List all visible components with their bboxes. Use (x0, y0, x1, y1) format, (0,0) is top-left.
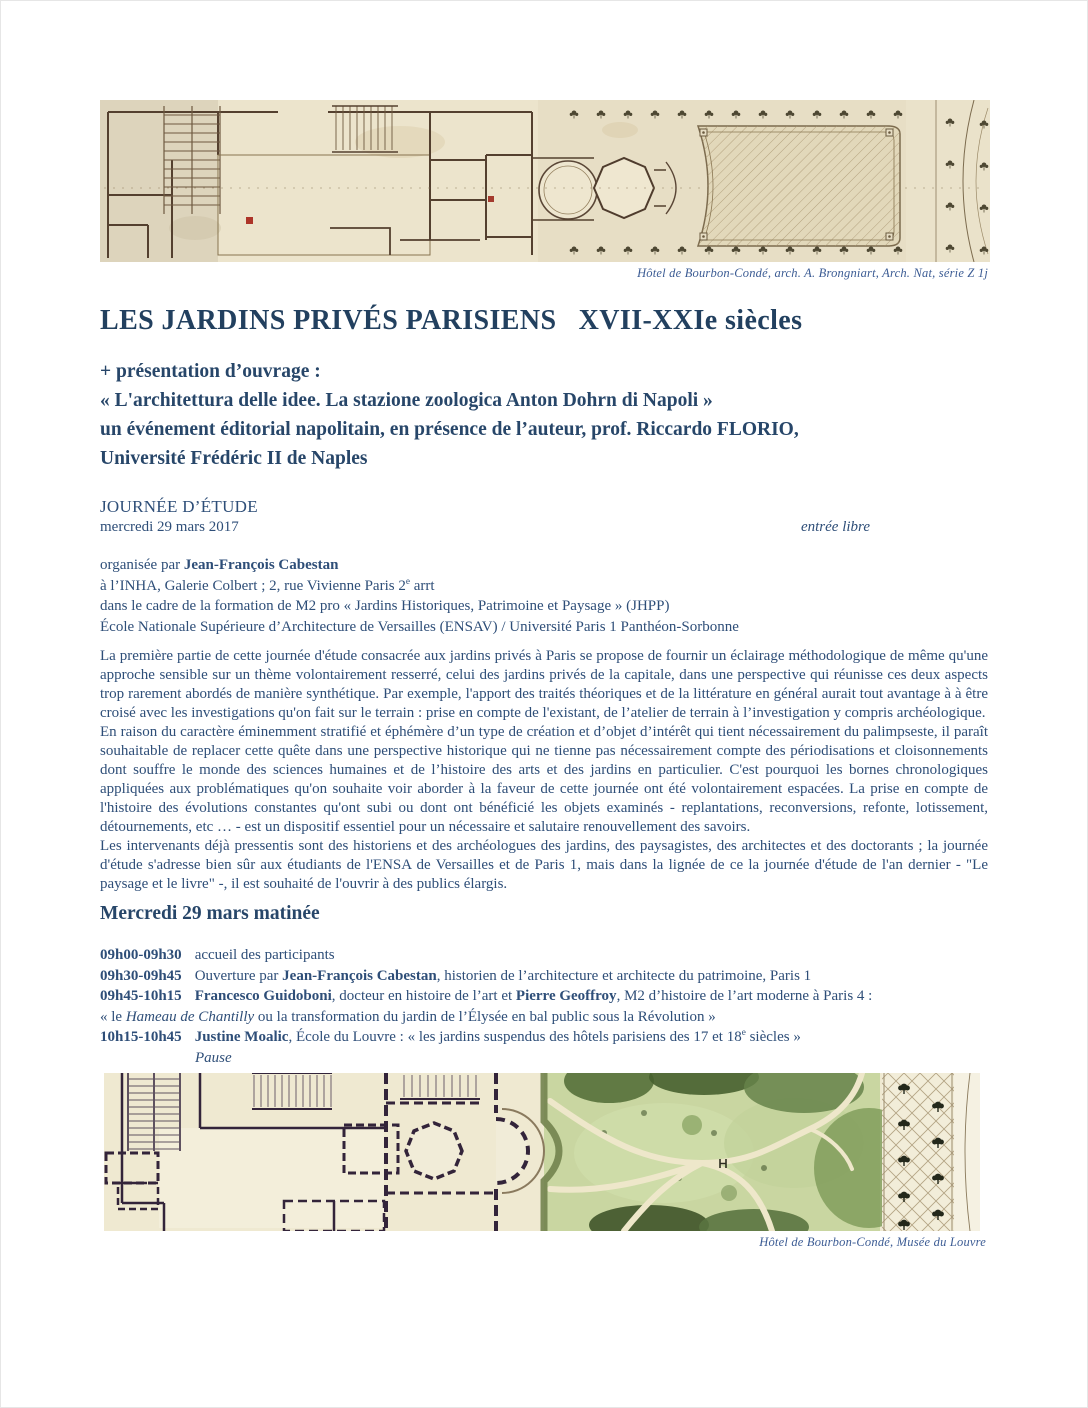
schedule-row-pause (100, 1048, 988, 1069)
time-slot: 09h30-09h45 (100, 967, 182, 984)
introduction-text (100, 647, 988, 894)
time-slot: 10h15-10h45 (100, 1029, 182, 1045)
garden-parterre (698, 126, 900, 246)
admission-note: entrée libre (800, 519, 870, 535)
bottom-figure-caption: Hôtel de Bourbon-Condé, Musée du Louvre (759, 1235, 986, 1249)
time-slot: 09h00-09h30 (100, 947, 182, 963)
formation-line: dans le cadre de la formation de M2 pro « Jardins Historiques, Patrimoine et Paysage » (JHPP) (100, 598, 670, 614)
slot-description: Francesco Guidoboni, docteur en histoire de l’art et Pierre Geoffroy, M2 d’histoire de l’art moderne à Paris 4 : (194, 988, 873, 1004)
slot-description: Pause (195, 1049, 232, 1066)
bottom-plan-figure (104, 1073, 988, 1231)
subtitle-line: Université Frédéric II de Naples (100, 448, 368, 469)
slot-description: Justine Moalic, École du Louvre : « les jardins suspendus des hôtels parisiens des 17 et 18e siècles » (194, 1028, 801, 1045)
slot-description: Ouverture par Jean-François Cabestan, historien de l’architecture et architecte du patrimoine, Paris 1 (194, 967, 812, 984)
schedule-row (100, 1027, 988, 1048)
time-slot: 09h45-10h15 (100, 988, 182, 1004)
event-kind-heading: JOURNÉE D’ÉTUDE (100, 497, 258, 516)
slot-description: accueil des participants (194, 947, 335, 963)
event-date: mercredi 29 mars 2017 (100, 519, 239, 535)
program-heading: Mercredi 29 mars matinée (100, 903, 320, 924)
top-figure-caption: Hôtel de Bourbon-Condé, arch. A. Brongniart, Arch. Nat, série Z 1j (637, 266, 988, 280)
paragraph: En raison du caractère éminemment stratifié et éphémère d’un type de création et d’objet d’intérêt qui tient nécessairement du palimpseste, il paraît souhaitable de replacer cette quête dans une perspective historique qui ne tienne pas nécessairement compte des périodisations et cloisonnements dont souffre le monde des sciences humaines et de l’histoire des arts et des jardins en particulier. C'est pourquoi les bornes chronologiques appliquées aux problématiques qu'on souhaite voir aborder à la faveur de cette journée ont été volontairement espacées. La prise en compte de l'histoire des évolutions constantes qu'ont subi ou dont ont bénéficié les objets examinés - replantations, reconversions, refonte, lotissement, détournements, etc … - est un dispositif essentiel pour un nécessaire et salutaire renouvellement des savoirs. (100, 724, 988, 835)
organizer-block (100, 555, 988, 637)
top-plan-figure (100, 100, 988, 262)
subtitle-line: + présentation d’ouvrage : (100, 361, 321, 382)
schedule-row (100, 966, 988, 987)
slot-description: « le Hameau de Chantilly ou la transformation du jardin de l’Élysée en bal public sous la Révolution » (100, 1008, 716, 1025)
tree-trellis-band (882, 1073, 980, 1231)
schedule-row (100, 1007, 988, 1028)
date-row (100, 517, 988, 537)
bourbon-conde-louvre-plan-image (104, 1073, 980, 1231)
organizer-line: organisée par Jean-François Cabestan (100, 557, 339, 573)
schedule (100, 945, 988, 1068)
document-page (100, 100, 988, 1250)
landscape-garden (544, 1073, 924, 1231)
paragraph: La première partie de cette journée d'étude consacrée aux jardins privés à Paris se propose de fournir un éclairage méthodologique de même qu'une approche sensible sur un thème volontairement resserré, celui des jardins privés de la capitale, dans une perspective qui réunisse ces deux aspects trop rarement abordés de manière synthétique. Par exemple, l'apport des traités théoriques et de la littérature en général aurait tout avantage à à être croisé avec les investigations qu'on fait sur le terrain : prise en compte de l'existant, de l’atelier de terrain à l’investigation y compris archéologique. (100, 648, 988, 721)
subtitle-line: un événement éditorial napolitain, en présence de l’auteur, prof. Riccardo FLORIO, (100, 419, 799, 440)
school-line: École Nationale Supérieure d’Architecture de Versailles (ENSAV) / Université Paris 1 Panthéon-Sorbonne (100, 618, 739, 635)
subtitle-line: « L'architettura delle idee. La stazione zoologica Anton Dohrn di Napoli » (100, 390, 713, 411)
subtitle-block (100, 357, 988, 473)
venue-line: à l’INHA, Galerie Colbert ; 2, rue Vivienne Paris 2e arrt (100, 576, 435, 594)
paragraph: Les intervenants déjà pressentis sont des historiens et des archéologues des jardins, des paysagistes, des architectes et des doctorants ; la journée d'étude s'adresse bien sûr aux étudiants de l'ENSA de Versailles et de Paris 1, mais dans la lignée de ce la journée d'étude de l'an dernier - "Le paysage et le livre" -, il est souhaité de l'ouvrir à des publics élargis. (100, 838, 988, 892)
schedule-row (100, 986, 988, 1007)
page-title: LES JARDINS PRIVÉS PARISIENS XVII-XXIe siècles (100, 305, 803, 336)
bourbon-conde-archive-plan-image (100, 100, 990, 262)
schedule-row (100, 945, 988, 966)
